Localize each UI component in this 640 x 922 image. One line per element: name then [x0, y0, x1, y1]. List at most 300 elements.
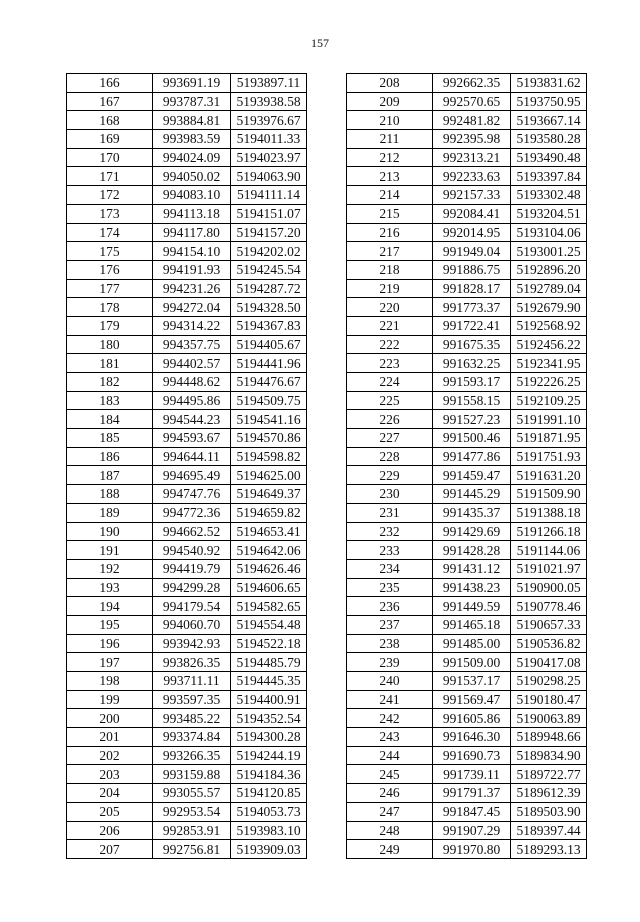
x-coordinate-cell: 991438.23: [433, 578, 511, 597]
y-coordinate-cell: 5192109.25: [511, 391, 587, 410]
point-number-cell: 186: [67, 447, 153, 466]
point-number-cell: 170: [67, 148, 153, 167]
table-row: [67, 765, 307, 784]
table-row: [347, 802, 587, 821]
y-coordinate-cell: 5191751.93: [511, 447, 587, 466]
x-coordinate-cell: 994299.28: [153, 578, 231, 597]
y-coordinate-cell: 5189293.13: [511, 840, 587, 859]
x-coordinate-cell: 994593.67: [153, 429, 231, 448]
table-row: [67, 634, 307, 653]
y-coordinate-cell: 5189397.44: [511, 821, 587, 840]
point-number-cell: 177: [67, 279, 153, 298]
point-number-cell: 240: [347, 672, 433, 691]
point-number-cell: 167: [67, 92, 153, 111]
table-row: [347, 167, 587, 186]
coordinates-table-left: [66, 73, 307, 859]
x-coordinate-cell: 991739.11: [433, 765, 511, 784]
table-row: [347, 148, 587, 167]
y-coordinate-cell: 5191871.95: [511, 429, 587, 448]
y-coordinate-cell: 5189503.90: [511, 802, 587, 821]
x-coordinate-cell: 993055.57: [153, 784, 231, 803]
y-coordinate-cell: 5194300.28: [231, 728, 307, 747]
y-coordinate-cell: 5192341.95: [511, 354, 587, 373]
table-row: [67, 92, 307, 111]
y-coordinate-cell: 5194485.79: [231, 653, 307, 672]
table-row: [67, 802, 307, 821]
point-number-cell: 244: [347, 746, 433, 765]
x-coordinate-cell: 991509.00: [433, 653, 511, 672]
y-coordinate-cell: 5194554.48: [231, 615, 307, 634]
table-row: [347, 335, 587, 354]
table-row: [67, 690, 307, 709]
table-row: [347, 840, 587, 859]
table-row: [347, 503, 587, 522]
y-coordinate-cell: 5194184.36: [231, 765, 307, 784]
table-row: [67, 541, 307, 560]
point-number-cell: 194: [67, 597, 153, 616]
point-number-cell: 195: [67, 615, 153, 634]
point-number-cell: 168: [67, 111, 153, 130]
y-coordinate-cell: 5194653.41: [231, 522, 307, 541]
table-row: [347, 373, 587, 392]
x-coordinate-cell: 992662.35: [433, 74, 511, 93]
y-coordinate-cell: 5190900.05: [511, 578, 587, 597]
x-coordinate-cell: 994231.26: [153, 279, 231, 298]
x-coordinate-cell: 994179.54: [153, 597, 231, 616]
table-row: [347, 74, 587, 93]
x-coordinate-cell: 994448.62: [153, 373, 231, 392]
y-coordinate-cell: 5194626.46: [231, 559, 307, 578]
x-coordinate-cell: 991445.29: [433, 485, 511, 504]
y-coordinate-cell: 5192568.92: [511, 316, 587, 335]
y-coordinate-cell: 5194606.65: [231, 578, 307, 597]
x-coordinate-cell: 991435.37: [433, 503, 511, 522]
x-coordinate-cell: 994544.23: [153, 410, 231, 429]
point-number-cell: 239: [347, 653, 433, 672]
table-row: [347, 709, 587, 728]
y-coordinate-cell: 5190298.25: [511, 672, 587, 691]
point-number-cell: 176: [67, 260, 153, 279]
table-row: [67, 130, 307, 149]
x-coordinate-cell: 993787.31: [153, 92, 231, 111]
point-number-cell: 171: [67, 167, 153, 186]
y-coordinate-cell: 5193667.14: [511, 111, 587, 130]
point-number-cell: 226: [347, 410, 433, 429]
point-number-cell: 212: [347, 148, 433, 167]
page-number: 157: [311, 36, 329, 50]
point-number-cell: 178: [67, 298, 153, 317]
x-coordinate-cell: 994083.10: [153, 186, 231, 205]
point-number-cell: 249: [347, 840, 433, 859]
table-row: [67, 466, 307, 485]
x-coordinate-cell: 994024.09: [153, 148, 231, 167]
table-row: [67, 597, 307, 616]
x-coordinate-cell: 994113.18: [153, 204, 231, 223]
point-number-cell: 231: [347, 503, 433, 522]
y-coordinate-cell: 5191631.20: [511, 466, 587, 485]
x-coordinate-cell: 991477.86: [433, 447, 511, 466]
point-number-cell: 243: [347, 728, 433, 747]
y-coordinate-cell: 5194244.19: [231, 746, 307, 765]
y-coordinate-cell: 5194245.54: [231, 260, 307, 279]
y-coordinate-cell: 5194441.96: [231, 354, 307, 373]
y-coordinate-cell: 5193750.95: [511, 92, 587, 111]
y-coordinate-cell: 5191991.10: [511, 410, 587, 429]
point-number-cell: 189: [67, 503, 153, 522]
table-row: [347, 429, 587, 448]
point-number-cell: 228: [347, 447, 433, 466]
table-row: [347, 634, 587, 653]
x-coordinate-cell: 994402.57: [153, 354, 231, 373]
x-coordinate-cell: 992756.81: [153, 840, 231, 859]
y-coordinate-cell: 5191021.97: [511, 559, 587, 578]
y-coordinate-cell: 5194445.35: [231, 672, 307, 691]
point-number-cell: 225: [347, 391, 433, 410]
point-number-cell: 224: [347, 373, 433, 392]
x-coordinate-cell: 992313.21: [433, 148, 511, 167]
x-coordinate-cell: 993983.59: [153, 130, 231, 149]
table-row: [347, 242, 587, 261]
point-number-cell: 221: [347, 316, 433, 335]
x-coordinate-cell: 991828.17: [433, 279, 511, 298]
y-coordinate-cell: 5194367.83: [231, 316, 307, 335]
point-number-cell: 200: [67, 709, 153, 728]
y-coordinate-cell: 5193001.25: [511, 242, 587, 261]
y-coordinate-cell: 5194400.91: [231, 690, 307, 709]
point-number-cell: 238: [347, 634, 433, 653]
point-number-cell: 180: [67, 335, 153, 354]
table-row: [347, 260, 587, 279]
table-row: [347, 316, 587, 335]
x-coordinate-cell: 991722.41: [433, 316, 511, 335]
x-coordinate-cell: 991646.30: [433, 728, 511, 747]
coordinates-table-right: [346, 73, 587, 859]
x-coordinate-cell: 992395.98: [433, 130, 511, 149]
y-coordinate-cell: 5193397.84: [511, 167, 587, 186]
x-coordinate-cell: 994644.11: [153, 447, 231, 466]
point-number-cell: 174: [67, 223, 153, 242]
point-number-cell: 215: [347, 204, 433, 223]
table-row: [347, 690, 587, 709]
y-coordinate-cell: 5194202.02: [231, 242, 307, 261]
y-coordinate-cell: 5193580.28: [511, 130, 587, 149]
table-row: [67, 167, 307, 186]
table-row: [67, 186, 307, 205]
point-number-cell: 223: [347, 354, 433, 373]
x-coordinate-cell: 993942.93: [153, 634, 231, 653]
x-coordinate-cell: 992953.54: [153, 802, 231, 821]
y-coordinate-cell: 5194582.65: [231, 597, 307, 616]
point-number-cell: 191: [67, 541, 153, 560]
y-coordinate-cell: 5190778.46: [511, 597, 587, 616]
table-row: [67, 503, 307, 522]
point-number-cell: 245: [347, 765, 433, 784]
x-coordinate-cell: 993711.11: [153, 672, 231, 691]
point-number-cell: 197: [67, 653, 153, 672]
point-number-cell: 211: [347, 130, 433, 149]
x-coordinate-cell: 994154.10: [153, 242, 231, 261]
x-coordinate-cell: 993485.22: [153, 709, 231, 728]
y-coordinate-cell: 5190180.47: [511, 690, 587, 709]
y-coordinate-cell: 5193976.67: [231, 111, 307, 130]
table-row: [347, 466, 587, 485]
y-coordinate-cell: 5190657.33: [511, 615, 587, 634]
table-row: [67, 242, 307, 261]
point-number-cell: 242: [347, 709, 433, 728]
point-number-cell: 214: [347, 186, 433, 205]
point-number-cell: 181: [67, 354, 153, 373]
y-coordinate-cell: 5190536.82: [511, 634, 587, 653]
x-coordinate-cell: 991949.04: [433, 242, 511, 261]
x-coordinate-cell: 992084.41: [433, 204, 511, 223]
x-coordinate-cell: 993884.81: [153, 111, 231, 130]
y-coordinate-cell: 5192896.20: [511, 260, 587, 279]
x-coordinate-cell: 992233.63: [433, 167, 511, 186]
x-coordinate-cell: 994050.02: [153, 167, 231, 186]
x-coordinate-cell: 993826.35: [153, 653, 231, 672]
point-number-cell: 218: [347, 260, 433, 279]
table-row: [347, 784, 587, 803]
x-coordinate-cell: 994695.49: [153, 466, 231, 485]
x-coordinate-cell: 994772.36: [153, 503, 231, 522]
y-coordinate-cell: 5194287.72: [231, 279, 307, 298]
x-coordinate-cell: 994314.22: [153, 316, 231, 335]
x-coordinate-cell: 991605.86: [433, 709, 511, 728]
x-coordinate-cell: 991431.12: [433, 559, 511, 578]
table-row: [67, 410, 307, 429]
point-number-cell: 187: [67, 466, 153, 485]
point-number-cell: 220: [347, 298, 433, 317]
table-row: [67, 74, 307, 93]
x-coordinate-cell: 991970.80: [433, 840, 511, 859]
table-row: [347, 821, 587, 840]
y-coordinate-cell: 5194328.50: [231, 298, 307, 317]
y-coordinate-cell: 5193831.62: [511, 74, 587, 93]
point-number-cell: 216: [347, 223, 433, 242]
y-coordinate-cell: 5193938.58: [231, 92, 307, 111]
x-coordinate-cell: 991593.17: [433, 373, 511, 392]
x-coordinate-cell: 994540.92: [153, 541, 231, 560]
table-row: [347, 485, 587, 504]
table-row: [67, 391, 307, 410]
point-number-cell: 201: [67, 728, 153, 747]
point-number-cell: 217: [347, 242, 433, 261]
table-row: [347, 279, 587, 298]
point-number-cell: 246: [347, 784, 433, 803]
table-row: [347, 223, 587, 242]
y-coordinate-cell: 5189948.66: [511, 728, 587, 747]
y-coordinate-cell: 5189722.77: [511, 765, 587, 784]
point-number-cell: 235: [347, 578, 433, 597]
y-coordinate-cell: 5191509.90: [511, 485, 587, 504]
table-row: [347, 410, 587, 429]
point-number-cell: 237: [347, 615, 433, 634]
point-number-cell: 209: [347, 92, 433, 111]
x-coordinate-cell: 993597.35: [153, 690, 231, 709]
y-coordinate-cell: 5193104.06: [511, 223, 587, 242]
x-coordinate-cell: 992014.95: [433, 223, 511, 242]
point-number-cell: 233: [347, 541, 433, 560]
point-number-cell: 179: [67, 316, 153, 335]
x-coordinate-cell: 991675.35: [433, 335, 511, 354]
y-coordinate-cell: 5190417.08: [511, 653, 587, 672]
x-coordinate-cell: 991907.29: [433, 821, 511, 840]
point-number-cell: 166: [67, 74, 153, 93]
point-number-cell: 247: [347, 802, 433, 821]
y-coordinate-cell: 5194405.67: [231, 335, 307, 354]
point-number-cell: 222: [347, 335, 433, 354]
y-coordinate-cell: 5193204.51: [511, 204, 587, 223]
x-coordinate-cell: 994747.76: [153, 485, 231, 504]
table-row: [347, 391, 587, 410]
x-coordinate-cell: 994060.70: [153, 615, 231, 634]
table-row: [67, 373, 307, 392]
y-coordinate-cell: 5194111.14: [231, 186, 307, 205]
point-number-cell: 196: [67, 634, 153, 653]
table-row: [347, 522, 587, 541]
y-coordinate-cell: 5193490.48: [511, 148, 587, 167]
point-number-cell: 190: [67, 522, 153, 541]
table-row: [67, 821, 307, 840]
y-coordinate-cell: 5194023.97: [231, 148, 307, 167]
table-row: [347, 653, 587, 672]
point-number-cell: 207: [67, 840, 153, 859]
x-coordinate-cell: 993266.35: [153, 746, 231, 765]
y-coordinate-cell: 5193302.48: [511, 186, 587, 205]
point-number-cell: 232: [347, 522, 433, 541]
x-coordinate-cell: 991465.18: [433, 615, 511, 634]
y-coordinate-cell: 5194659.82: [231, 503, 307, 522]
y-coordinate-cell: 5193983.10: [231, 821, 307, 840]
x-coordinate-cell: 993159.88: [153, 765, 231, 784]
x-coordinate-cell: 991558.15: [433, 391, 511, 410]
y-coordinate-cell: 5194352.54: [231, 709, 307, 728]
x-coordinate-cell: 991485.00: [433, 634, 511, 653]
y-coordinate-cell: 5190063.89: [511, 709, 587, 728]
table-row: [67, 111, 307, 130]
y-coordinate-cell: 5194157.20: [231, 223, 307, 242]
table-row: [67, 298, 307, 317]
table-row: [347, 204, 587, 223]
x-coordinate-cell: 991632.25: [433, 354, 511, 373]
x-coordinate-cell: 991449.59: [433, 597, 511, 616]
table-row: [347, 559, 587, 578]
y-coordinate-cell: 5193897.11: [231, 74, 307, 93]
point-number-cell: 169: [67, 130, 153, 149]
x-coordinate-cell: 994662.52: [153, 522, 231, 541]
y-coordinate-cell: 5194522.18: [231, 634, 307, 653]
point-number-cell: 182: [67, 373, 153, 392]
x-coordinate-cell: 991500.46: [433, 429, 511, 448]
table-row: [67, 485, 307, 504]
x-coordinate-cell: 991773.37: [433, 298, 511, 317]
y-coordinate-cell: 5192789.04: [511, 279, 587, 298]
point-number-cell: 203: [67, 765, 153, 784]
point-number-cell: 183: [67, 391, 153, 410]
point-number-cell: 192: [67, 559, 153, 578]
point-number-cell: 230: [347, 485, 433, 504]
point-number-cell: 204: [67, 784, 153, 803]
x-coordinate-cell: 993374.84: [153, 728, 231, 747]
y-coordinate-cell: 5194120.85: [231, 784, 307, 803]
y-coordinate-cell: 5194053.73: [231, 802, 307, 821]
point-number-cell: 188: [67, 485, 153, 504]
table-row: [67, 746, 307, 765]
point-number-cell: 236: [347, 597, 433, 616]
y-coordinate-cell: 5191144.06: [511, 541, 587, 560]
y-coordinate-cell: 5194649.37: [231, 485, 307, 504]
y-coordinate-cell: 5194063.90: [231, 167, 307, 186]
point-number-cell: 219: [347, 279, 433, 298]
x-coordinate-cell: 992481.82: [433, 111, 511, 130]
y-coordinate-cell: 5194151.07: [231, 204, 307, 223]
table-row: [67, 447, 307, 466]
point-number-cell: 227: [347, 429, 433, 448]
x-coordinate-cell: 991690.73: [433, 746, 511, 765]
point-number-cell: 229: [347, 466, 433, 485]
x-coordinate-cell: 991428.28: [433, 541, 511, 560]
table-row: [347, 615, 587, 634]
point-number-cell: 241: [347, 690, 433, 709]
table-row: [347, 186, 587, 205]
y-coordinate-cell: 5194570.86: [231, 429, 307, 448]
table-row: [67, 840, 307, 859]
point-number-cell: 173: [67, 204, 153, 223]
x-coordinate-cell: 992570.65: [433, 92, 511, 111]
table-row: [347, 746, 587, 765]
x-coordinate-cell: 994272.04: [153, 298, 231, 317]
point-number-cell: 206: [67, 821, 153, 840]
x-coordinate-cell: 991886.75: [433, 260, 511, 279]
y-coordinate-cell: 5189834.90: [511, 746, 587, 765]
y-coordinate-cell: 5194476.67: [231, 373, 307, 392]
x-coordinate-cell: 991569.47: [433, 690, 511, 709]
table-row: [67, 429, 307, 448]
table-row: [67, 784, 307, 803]
table-row: [67, 354, 307, 373]
x-coordinate-cell: 994191.93: [153, 260, 231, 279]
point-number-cell: 208: [347, 74, 433, 93]
table-row: [67, 728, 307, 747]
point-number-cell: 248: [347, 821, 433, 840]
y-coordinate-cell: 5192456.22: [511, 335, 587, 354]
table-row: [347, 541, 587, 560]
table-row: [67, 335, 307, 354]
point-number-cell: 199: [67, 690, 153, 709]
table-row: [67, 148, 307, 167]
table-row: [347, 578, 587, 597]
y-coordinate-cell: 5189612.39: [511, 784, 587, 803]
table-row: [67, 522, 307, 541]
table-row: [347, 672, 587, 691]
table-row: [347, 447, 587, 466]
table-row: [67, 316, 307, 335]
y-coordinate-cell: 5191266.18: [511, 522, 587, 541]
point-number-cell: 193: [67, 578, 153, 597]
table-row: [67, 653, 307, 672]
x-coordinate-cell: 991537.17: [433, 672, 511, 691]
table-row: [67, 279, 307, 298]
point-number-cell: 213: [347, 167, 433, 186]
x-coordinate-cell: 994357.75: [153, 335, 231, 354]
y-coordinate-cell: 5194541.16: [231, 410, 307, 429]
x-coordinate-cell: 991459.47: [433, 466, 511, 485]
table-row: [347, 354, 587, 373]
table-row: [347, 597, 587, 616]
table-row: [347, 765, 587, 784]
y-coordinate-cell: 5193909.03: [231, 840, 307, 859]
y-coordinate-cell: 5194598.82: [231, 447, 307, 466]
